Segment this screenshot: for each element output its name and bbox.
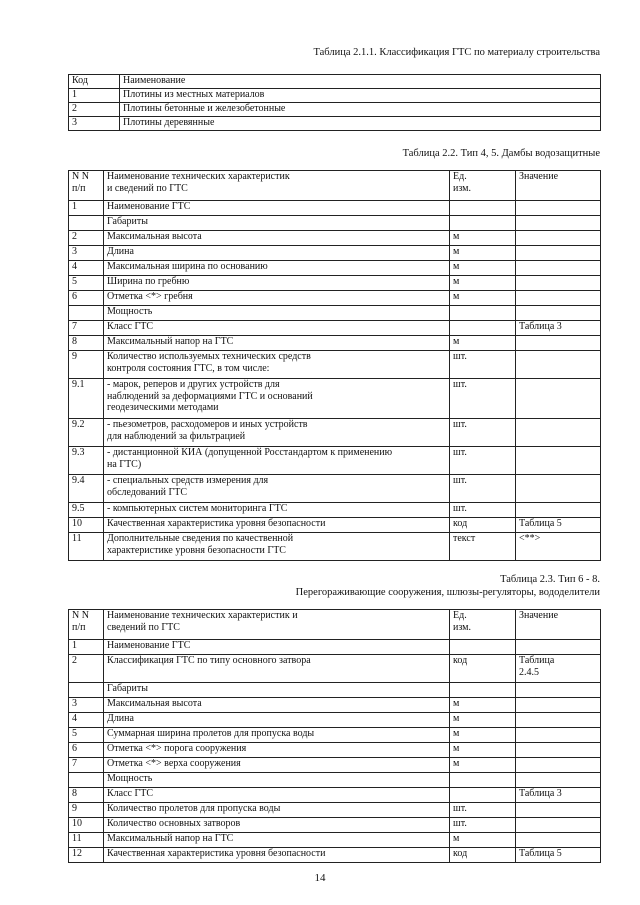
table-cell: 3 — [69, 117, 120, 131]
header-cell: Ед. изм. — [450, 610, 516, 640]
table-cell: 11 — [69, 833, 104, 848]
table-cell: Габариты — [104, 683, 450, 698]
table-cell: 9.4 — [69, 475, 104, 503]
table-cell: 6 — [69, 291, 104, 306]
table-cell: - марок, реперов и других устройств для наблюдений за деформациями ГТС и оснований геодезическими методами — [104, 379, 450, 419]
table-cell: Габариты — [104, 216, 450, 231]
table-cell — [516, 683, 601, 698]
table-cell: Плотины деревянные — [120, 117, 601, 131]
table-header-row — [69, 171, 601, 201]
table-cell: Класс ГТС — [104, 788, 450, 803]
table-cell: Максимальная высота — [104, 698, 450, 713]
table-row — [69, 640, 601, 655]
table-row — [69, 818, 601, 833]
table2-caption: Таблица 2.2. Тип 4, 5. Дамбы водозащитные — [402, 148, 600, 159]
table-cell — [516, 306, 601, 321]
table-cell: Плотины бетонные и железобетонные — [120, 103, 601, 117]
table-cell — [450, 201, 516, 216]
table-cell: м — [450, 833, 516, 848]
table-row — [69, 683, 601, 698]
table-row — [69, 306, 601, 321]
table-cell — [516, 419, 601, 447]
table-cell — [516, 475, 601, 503]
table-cell: 9.2 — [69, 419, 104, 447]
table-cell: Максимальная ширина по основанию — [104, 261, 450, 276]
table-cell: Плотины из местных материалов — [120, 89, 601, 103]
table-cell: Ширина по гребню — [104, 276, 450, 291]
table-cell — [69, 683, 104, 698]
table-row — [69, 758, 601, 773]
table-cell: м — [450, 743, 516, 758]
table-cell: м — [450, 276, 516, 291]
table-cell — [516, 713, 601, 728]
table-cell: шт. — [450, 351, 516, 379]
table-row — [69, 291, 601, 306]
table-cell: Мощность — [104, 773, 450, 788]
table-row — [69, 475, 601, 503]
table-cell — [516, 818, 601, 833]
table-cell: Таблица 5 — [516, 848, 601, 863]
table-cell: текст — [450, 533, 516, 561]
table-row — [69, 447, 601, 475]
table-cell — [516, 447, 601, 475]
table-cell — [450, 306, 516, 321]
table-cell: 9.3 — [69, 447, 104, 475]
header-cell: Наименование — [120, 75, 601, 89]
table-cell: - дистанционной КИА (допущенной Росстандартом к применению на ГТС) — [104, 447, 450, 475]
table-row — [69, 848, 601, 863]
table-cell — [516, 379, 601, 419]
header-cell: N N п/п — [69, 610, 104, 640]
table-row — [69, 336, 601, 351]
table-cell — [516, 291, 601, 306]
table-cell: м — [450, 246, 516, 261]
table-cell: Отметка <*> гребня — [104, 291, 450, 306]
table-cell: Максимальный напор на ГТС — [104, 336, 450, 351]
table-cell: шт. — [450, 818, 516, 833]
table-cell — [516, 216, 601, 231]
table-cell — [516, 503, 601, 518]
table-cell: 7 — [69, 321, 104, 336]
table-cell — [516, 773, 601, 788]
table-row — [69, 743, 601, 758]
table-row — [69, 246, 601, 261]
table-row — [69, 533, 601, 561]
table-cell: Таблица 5 — [516, 518, 601, 533]
table1-caption: Таблица 2.1.1. Классификация ГТС по материалу строительства — [313, 47, 600, 58]
table-cell: шт. — [450, 475, 516, 503]
table-cell — [450, 321, 516, 336]
table-cell: 6 — [69, 743, 104, 758]
table-row — [69, 803, 601, 818]
table-row — [69, 231, 601, 246]
table-row — [69, 351, 601, 379]
table-cell: 2 — [69, 655, 104, 683]
table-cell: 1 — [69, 201, 104, 216]
table-cell: код — [450, 655, 516, 683]
table-cell: 1 — [69, 640, 104, 655]
table-cell: код — [450, 518, 516, 533]
table-cell: 5 — [69, 276, 104, 291]
table-cell: м — [450, 336, 516, 351]
table-cell — [516, 246, 601, 261]
table-cell: Длина — [104, 713, 450, 728]
table-row — [69, 103, 601, 117]
table-cell: 9.5 — [69, 503, 104, 518]
table-cell: м — [450, 728, 516, 743]
table3-caption-line1: Таблица 2.3. Тип 6 - 8. — [500, 574, 600, 585]
table-cell: м — [450, 261, 516, 276]
table-cell: Наименование ГТС — [104, 640, 450, 655]
barrier-structures-table — [68, 609, 601, 863]
table-cell: 10 — [69, 818, 104, 833]
page-number: 14 — [314, 872, 326, 884]
table-cell: Отметка <*> верха сооружения — [104, 758, 450, 773]
table-cell: шт. — [450, 447, 516, 475]
header-cell: Код — [69, 75, 120, 89]
table-cell: 9 — [69, 351, 104, 379]
table-cell: м — [450, 291, 516, 306]
table-row — [69, 713, 601, 728]
table-cell — [450, 640, 516, 655]
table-cell: 9 — [69, 803, 104, 818]
table-cell: 2 — [69, 231, 104, 246]
table-cell — [516, 640, 601, 655]
table-header-row — [69, 75, 601, 89]
table-row — [69, 261, 601, 276]
table-row — [69, 321, 601, 336]
material-classification-table — [68, 74, 601, 131]
table3-caption-line2: Перегораживающие сооружения, шлюзы-регуляторы, вододелители — [295, 587, 600, 598]
table-cell: Отметка <*> порога сооружения — [104, 743, 450, 758]
table-cell: 8 — [69, 788, 104, 803]
table-cell: Качественная характеристика уровня безопасности — [104, 518, 450, 533]
table-cell — [516, 336, 601, 351]
table-cell — [516, 803, 601, 818]
table-cell — [516, 276, 601, 291]
table-row — [69, 503, 601, 518]
table-cell: Количество пролетов для пропуска воды — [104, 803, 450, 818]
table-cell — [516, 261, 601, 276]
table-cell: шт. — [450, 379, 516, 419]
table-cell: Дополнительные сведения по качественной характеристике уровня безопасности ГТС — [104, 533, 450, 561]
table-cell: 5 — [69, 728, 104, 743]
table-row — [69, 89, 601, 103]
table-row — [69, 788, 601, 803]
table-cell: 12 — [69, 848, 104, 863]
table-cell: 7 — [69, 758, 104, 773]
table-cell: Максимальная высота — [104, 231, 450, 246]
dams-table — [68, 170, 601, 561]
table-cell: 2 — [69, 103, 120, 117]
table-row — [69, 201, 601, 216]
table-cell: - компьютерных систем мониторинга ГТС — [104, 503, 450, 518]
header-cell: Значение — [516, 171, 601, 201]
table-cell: 4 — [69, 713, 104, 728]
table-cell: код — [450, 848, 516, 863]
table-cell — [450, 216, 516, 231]
table-cell: м — [450, 231, 516, 246]
table-cell: Таблица 3 — [516, 321, 601, 336]
table-cell — [516, 351, 601, 379]
table-cell: шт. — [450, 419, 516, 447]
table-cell — [516, 231, 601, 246]
table-cell: Таблица 2.4.5 — [516, 655, 601, 683]
table-cell — [516, 758, 601, 773]
table-cell: 10 — [69, 518, 104, 533]
table-cell: Наименование ГТС — [104, 201, 450, 216]
table-cell: 8 — [69, 336, 104, 351]
header-cell: N N п/п — [69, 171, 104, 201]
table-cell: м — [450, 713, 516, 728]
header-cell: Наименование технических характеристик и сведений по ГТС — [104, 610, 450, 640]
table-cell — [516, 201, 601, 216]
table-cell — [450, 773, 516, 788]
header-cell: Значение — [516, 610, 601, 640]
table-cell — [69, 773, 104, 788]
table-cell — [69, 216, 104, 231]
table-header-row — [69, 610, 601, 640]
table-cell: Максимальный напор на ГТС — [104, 833, 450, 848]
table-cell: Мощность — [104, 306, 450, 321]
table-cell: 4 — [69, 261, 104, 276]
table-row — [69, 276, 601, 291]
table-cell: Классификация ГТС по типу основного затвора — [104, 655, 450, 683]
table-cell: - специальных средств измерения для обследований ГТС — [104, 475, 450, 503]
table-row — [69, 117, 601, 131]
table-cell: Суммарная ширина пролетов для пропуска воды — [104, 728, 450, 743]
table-cell — [450, 788, 516, 803]
table-cell — [516, 698, 601, 713]
table-cell: Качественная характеристика уровня безопасности — [104, 848, 450, 863]
table-cell — [516, 728, 601, 743]
table-row — [69, 773, 601, 788]
table-cell: Таблица 3 — [516, 788, 601, 803]
header-cell: Ед. изм. — [450, 171, 516, 201]
table-row — [69, 728, 601, 743]
table-cell: Количество используемых технических средств контроля состояния ГТС, в том числе: — [104, 351, 450, 379]
table-cell: м — [450, 758, 516, 773]
table-row — [69, 379, 601, 419]
header-cell: Наименование технических характеристик и сведений по ГТС — [104, 171, 450, 201]
table-cell: шт. — [450, 803, 516, 818]
table-row — [69, 698, 601, 713]
table-cell: Длина — [104, 246, 450, 261]
table-cell: шт. — [450, 503, 516, 518]
table-cell: 11 — [69, 533, 104, 561]
table-row — [69, 419, 601, 447]
table-cell: м — [450, 698, 516, 713]
table-row — [69, 655, 601, 683]
table-row — [69, 216, 601, 231]
table-cell: Класс ГТС — [104, 321, 450, 336]
table-cell — [516, 743, 601, 758]
table-cell: - пьезометров, расходомеров и иных устройств для наблюдений за фильтрацией — [104, 419, 450, 447]
table-cell: 3 — [69, 246, 104, 261]
table-row — [69, 518, 601, 533]
table-cell — [516, 833, 601, 848]
table-cell: 1 — [69, 89, 120, 103]
table-cell: 9.1 — [69, 379, 104, 419]
table-cell: 3 — [69, 698, 104, 713]
table-row — [69, 833, 601, 848]
table-cell: Количество основных затворов — [104, 818, 450, 833]
table-cell: <**> — [516, 533, 601, 561]
table-cell — [450, 683, 516, 698]
table-cell — [69, 306, 104, 321]
